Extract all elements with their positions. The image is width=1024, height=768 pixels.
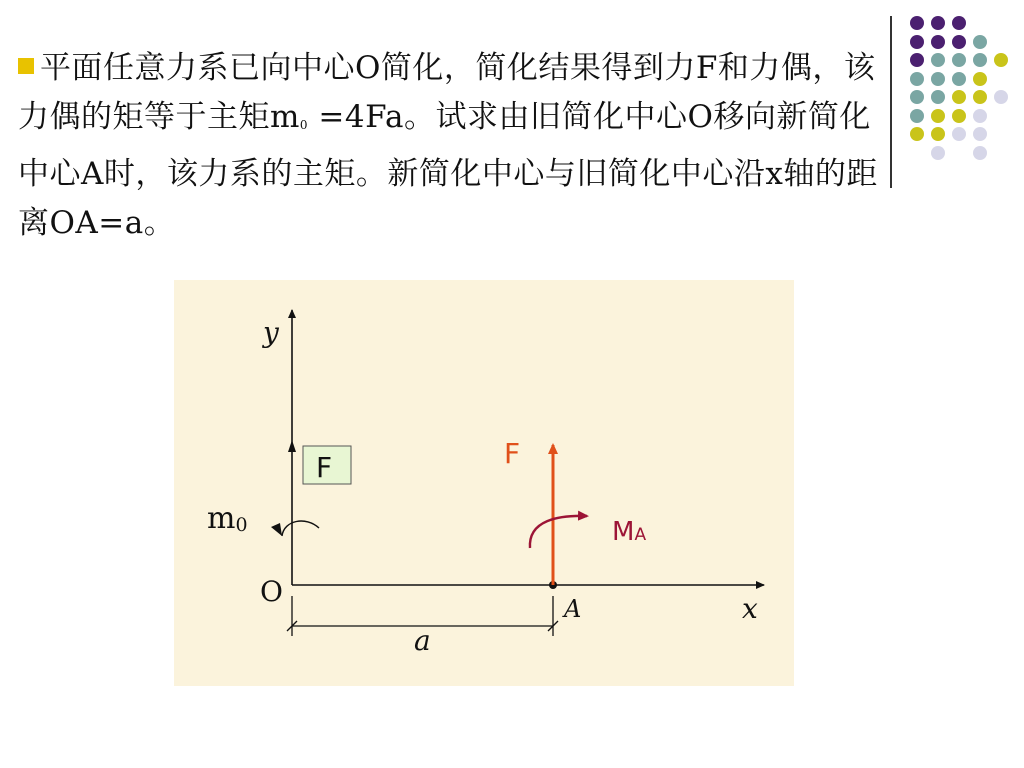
decor-dot: [931, 53, 945, 67]
decor-dot: [952, 109, 966, 123]
decor-dot: [952, 16, 966, 30]
decor-dot: [910, 90, 924, 104]
force-box-label: F: [316, 451, 333, 484]
decor-dot: [994, 90, 1008, 104]
decor-dot: [910, 72, 924, 86]
y-axis-label: y: [263, 316, 279, 349]
origin-label: O: [260, 575, 283, 608]
problem-text-part2: =4Fa。试求由旧简化中心O移向新简化中心A时，该力系的主矩。新简化中心与旧简化中心沿x轴的距离OA=a。: [18, 99, 878, 241]
divider-line: [890, 16, 892, 188]
decor-dot: [931, 16, 945, 30]
decor-dot: [973, 109, 987, 123]
decor-dot: [931, 146, 945, 160]
decor-dot: [910, 53, 924, 67]
decor-dot: [931, 35, 945, 49]
decor-dot: [973, 146, 987, 160]
decor-dot: [973, 127, 987, 141]
decor-dot: [952, 53, 966, 67]
moment-subscript: 0: [299, 118, 309, 132]
decor-dot: [910, 35, 924, 49]
decor-dot: [931, 109, 945, 123]
moment0-letter: m: [207, 501, 236, 536]
decor-dot: [994, 53, 1008, 67]
decor-dot: [973, 35, 987, 49]
decor-dot: [952, 127, 966, 141]
decor-dot: [910, 16, 924, 30]
decorative-dot-grid: [910, 16, 1020, 166]
problem-statement: [18, 44, 888, 248]
decor-dot: [931, 127, 945, 141]
decor-dot: [952, 90, 966, 104]
decor-dot: [973, 72, 987, 86]
decor-dot: [952, 72, 966, 86]
decor-dot: [910, 109, 924, 123]
figure-svg: [174, 280, 794, 686]
mechanics-figure: [174, 280, 794, 686]
force-label-a: F: [504, 437, 521, 470]
decor-dot: [931, 72, 945, 86]
point-a-label: A: [564, 595, 582, 623]
bullet-icon: [18, 58, 34, 74]
x-axis-label: x: [742, 592, 758, 625]
decor-dot: [973, 90, 987, 104]
moment0-subscript: 0: [235, 514, 248, 536]
problem-text-part1: 平面任意力系已向中心O简化，简化结果得到力F和力偶，该力偶的矩等于主矩m: [18, 50, 876, 135]
moment-a-letter: M: [612, 517, 635, 547]
decor-dot: [952, 35, 966, 49]
decor-dot: [973, 53, 987, 67]
moment-a-subscript: A: [634, 525, 647, 545]
distance-label: a: [414, 624, 431, 657]
decor-dot: [931, 90, 945, 104]
decor-dot: [910, 127, 924, 141]
